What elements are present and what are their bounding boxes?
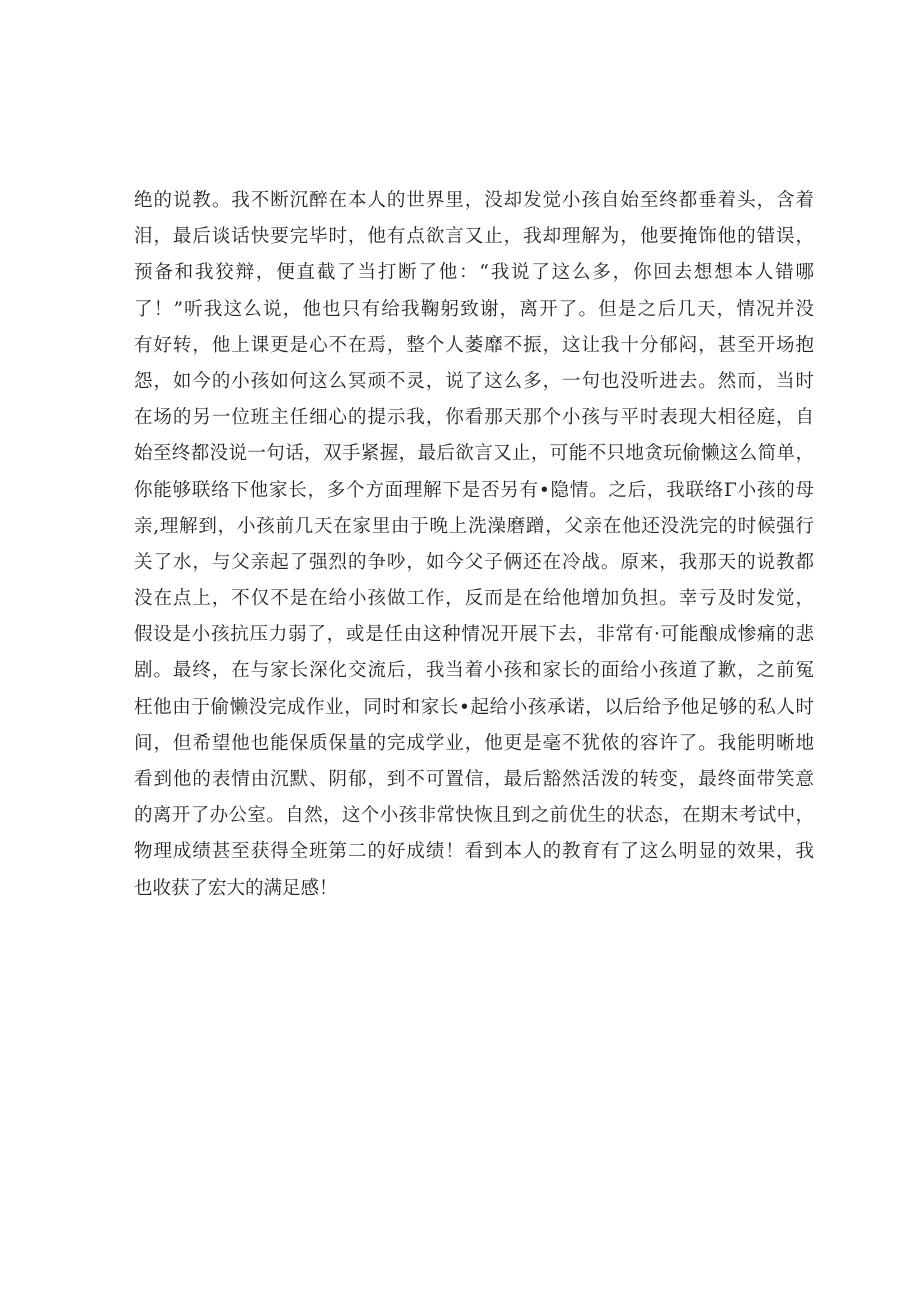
text-line-19: 物理成绩甚至获得全班第二的好成绩！看到本人的教育有了这么明显的效果，我 xyxy=(134,841,814,863)
text-line-13: 假设是小孩抗压力弱了，或是任由这种情况开展下去，非常有·可能酿成惨痛的悲 xyxy=(134,624,814,646)
text-line-17: 看到他的表情由沉默、阴郁，到不可置信，最后豁然活泼的转变，最终面带笑意 xyxy=(134,769,814,790)
text-line-11: 关了水，与父亲起了强烈的争吵，如今父子俩还在冷战。原来，我那天的说教都 xyxy=(134,551,814,573)
text-line-20: 也收获了宏大的满足感！ xyxy=(134,877,338,899)
text-line-7: 在场的另一位班主任细心的提示我，你看那天那个小孩与平时表现大相径庭，自 xyxy=(134,407,814,429)
text-line-14: 剧。最终，在与家长深化交流后，我当着小孩和家长的面给小孩道了歉，之前冤 xyxy=(134,660,814,682)
text-line-12: 没在点上，不仅不是在给小孩做工作，反而是在给他增加负担。幸亏及时发觉， xyxy=(134,588,814,610)
text-line-16: 间，但希望他也能保质保量的完成学业，他更是毫不犹侬的容许了。我能明晰地 xyxy=(134,732,814,754)
text-line-3: 预备和我狡辩，便直截了当打断了他：“我说了这么多，你回去想想本人错哪 xyxy=(134,262,814,284)
text-line-4: 了！”听我这么说，他也只有给我鞠躬致谢，离开了。但是之后几天，情况并没 xyxy=(134,298,814,320)
text-line-2: 泪，最后谈话快要完毕时，他有点欲言又止，我却理解为，他要掩饰他的错误， xyxy=(134,226,814,248)
text-line-9: 你能够联络下他家长，多个方面理解下是否另有•隐情。之后，我联络Γ小孩的母 xyxy=(134,479,814,501)
text-line-15: 枉他由于偷懒没完成作业，同时和家长•起给小孩承诺，以后给予他足够的私人时 xyxy=(134,696,814,718)
text-line-5: 有好转，他上课更是心不在焉，整个人萎靡不振，这让我十分郁闷，甚至开场抱 xyxy=(134,334,814,356)
body-paragraph xyxy=(134,183,814,907)
text-line-8: 始至终都没说一句话，双手紧握，最后欲言又止，可能不只地贪玩偷懒这么简单， xyxy=(134,443,814,465)
text-line-6: 怨，如今的小孩如何这么冥顽不灵，说了这么多，一句也没听进去。然而，当时 xyxy=(134,370,814,392)
text-line-1: 绝的说教。我不断沉醉在本人的世界里，没却发觉小孩自始至终都垂着头，含着 xyxy=(134,190,814,211)
text-line-18: 的离开了办公室。自然，这个小孩非常快恢且到之前优生的状态，在期末考试中， xyxy=(134,805,814,827)
text-line-10: 亲,理解到，小孩前几天在家里由于晚上洗澡磨蹭，父亲在他还没洗完的时候强行 xyxy=(134,515,814,537)
